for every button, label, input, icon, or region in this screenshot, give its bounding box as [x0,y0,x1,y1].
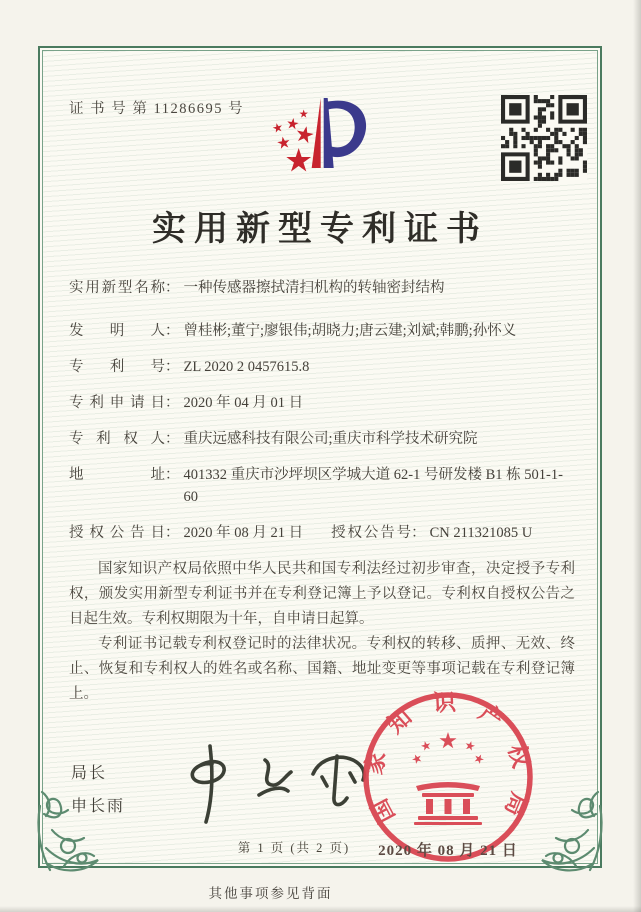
field-value: CN 211321085 U [429,525,533,541]
field-value: 2020 年 04 月 01 日 [183,395,304,411]
field-label: 地址 [69,467,165,483]
page-edge-shadow-bottom [0,906,641,912]
certificate-border [38,46,602,868]
field-label: 授权公告日 [69,525,165,541]
certificate-number: 证 书 号 第 11286695 号 [69,101,245,117]
field-grant-row [69,522,575,544]
director-name: 申长雨 [71,798,126,815]
corner-ornament-icon [30,770,138,878]
director-label: 局长 [71,765,108,782]
field-value: 曾桂彬;董宁;廖银伟;胡晓力;唐云建;刘斌;韩鹏;孙怀义 [183,323,517,339]
seal-text: 国家知识产权局 [361,689,534,827]
field-inventors: 发明人 ： 曾桂彬;董宁;廖银伟;胡晓力;唐云建;刘斌;韩鹏;孙怀义 [69,320,575,342]
field-grant-number: 授权公告号 ： CN 211321085 U [331,522,532,544]
field-label: 专利号 [69,359,165,375]
cnipa-logo-icon [252,83,374,193]
field-label: 专利申请日 [69,395,165,411]
corner-ornament-icon [502,770,610,878]
field-value: ZL 2020 2 0457615.8 [183,359,310,375]
legal-paragraph-1: 国家知识产权局依照中华人民共和国专利法经过初步审查，决定授予专利权，颁发实用新型专利证书并在专利登记簿上予以登记。专利权自授权公告之日起生效。专利权期限为十年，自申请日起算。 [69,561,575,627]
field-patent-number: 专利号 ： ZL 2020 2 0457615.8 [69,356,575,378]
certificate-title: 实用新型专利证书 [152,211,488,248]
field-application-date: 专利申请日 ： 2020 年 04 月 01 日 [69,392,575,414]
field-value: 401332 重庆市沙坪坝区学城大道 62-1 号研发楼 B1 栋 501-1-60 [183,467,563,505]
field-label: 发明人 [69,323,165,339]
certificate-guilloche-background [42,50,598,864]
field-utility-model-name: 实用新型名称 ： 一种传感器擦拭清扫机构的转轴密封结构 [69,277,575,299]
back-side-note: 其他事项参见背面 [208,886,333,901]
field-address: 地址 ： 401332 重庆市沙坪坝区学城大道 62-1 号研发楼 B1 栋 501-1-60 [69,464,575,508]
certificate-body [69,277,575,707]
field-grant-date: 授权公告日 ： 2020 年 08 月 21 日 [69,522,303,544]
page-number: 第 1 页 (共 2 页) [237,841,351,855]
field-label: 授权公告号 [331,525,412,541]
legal-paragraph-2: 专利证书记载专利权登记时的法律状况。专利权的转移、质押、无效、终止、恢复和专利权人的姓名或名称、国籍、地址变更等事项记载在专利登记簿上。 [69,636,575,702]
legal-text [69,557,575,707]
page-edge-shadow-right [633,0,641,912]
field-patentee: 专利权人 ： 重庆远感科技有限公司;重庆市科学技术研究院 [69,428,575,450]
director-signature-icon [165,739,383,827]
national-emblem-icon [411,732,486,825]
seal-date: 2020 年 08 月 21 日 [378,843,518,859]
field-label: 专利权人 [69,431,165,447]
qr-code-icon [501,95,587,181]
field-label: 实用新型名称 [69,280,165,296]
field-value: 重庆远感科技有限公司;重庆市科学技术研究院 [183,431,478,447]
field-value: 2020 年 08 月 21 日 [183,525,304,541]
field-value: 一种传感器擦拭清扫机构的转轴密封结构 [183,280,445,296]
